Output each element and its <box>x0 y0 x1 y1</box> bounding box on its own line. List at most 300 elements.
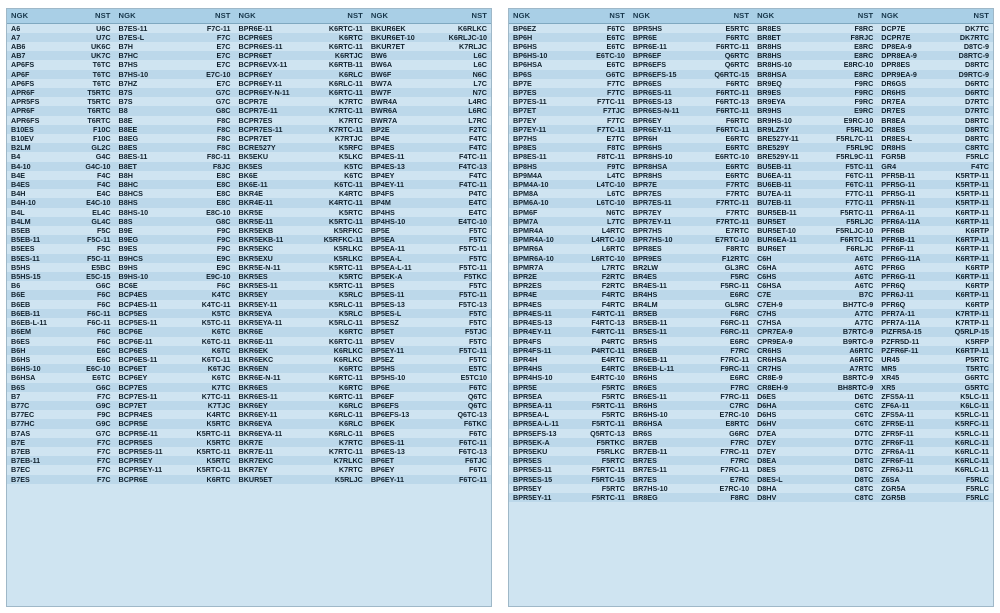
ngk-part-cell: B9HS <box>115 263 185 272</box>
ngk-part-cell: BU6EA-11 <box>753 171 822 180</box>
ngk-part-cell: BCP6ES <box>115 346 185 355</box>
ngk-part-cell: BPR5ES <box>509 456 578 465</box>
nst-part-cell: E9RC-10 <box>822 116 878 125</box>
ngk-part-cell: BCPR5ES <box>115 438 185 447</box>
ngk-part-cell: DCPR7E <box>877 33 941 42</box>
nst-part-cell: F7C <box>69 447 115 456</box>
nst-part-cell: K7RTC <box>313 97 367 106</box>
nst-part-cell: F5C <box>69 226 115 235</box>
ngk-part-cell: BP5ES-11 <box>367 290 437 299</box>
ngk-part-cell: PFR6A-11A <box>877 217 941 226</box>
table-row <box>509 60 993 69</box>
ngk-part-cell: BKR5EXU <box>235 254 314 263</box>
ngk-part-cell: ZFS5A-11 <box>877 392 941 401</box>
nst-part-cell: F8RJC <box>822 33 878 42</box>
ngk-part-cell: BPR4ES-13 <box>509 318 578 327</box>
ngk-part-cell: BR7EB-11 <box>629 447 698 456</box>
ngk-part-cell: BCP4ES <box>115 290 185 299</box>
nst-part-cell: F8RC <box>822 23 878 33</box>
ngk-part-cell: BR8HS <box>753 42 822 51</box>
nst-part-cell: F6RTC <box>697 79 753 88</box>
ngk-part-cell: BP8HS <box>509 162 578 171</box>
nst-part-cell: E8RC <box>822 70 878 79</box>
table-row <box>7 447 491 456</box>
nst-part-cell: E7C <box>185 42 235 51</box>
table-row <box>509 410 993 419</box>
nst-part-cell: F5C <box>69 244 115 253</box>
ngk-part-cell: ZGR5A <box>877 484 941 493</box>
nst-part-cell: F7C <box>69 392 115 401</box>
nst-part-cell: F6C-11 <box>69 309 115 318</box>
header-ngk-3: NGK <box>235 9 314 23</box>
ngk-part-cell: BP5EA-11 <box>367 244 437 253</box>
ngk-part-cell: BR9ES <box>753 88 822 97</box>
right-table-panel <box>508 8 994 607</box>
nst-part-cell: K5RLC-11 <box>942 429 993 438</box>
ngk-part-cell: BKR5EY <box>235 290 314 299</box>
ngk-part-cell: BPR6ES-N-11 <box>629 106 698 115</box>
nst-part-cell: D6RTC <box>942 88 993 97</box>
nst-part-cell: K6RLC <box>313 419 367 428</box>
ngk-part-cell: D8HV <box>753 493 822 502</box>
nst-part-cell: F5TC <box>437 226 491 235</box>
ngk-part-cell: PFR6Q <box>877 281 941 290</box>
ngk-part-cell: DCP7E <box>877 23 941 33</box>
table-row <box>509 438 993 447</box>
ngk-part-cell: AB7 <box>7 51 69 60</box>
nst-part-cell: F5TC <box>437 235 491 244</box>
nst-part-cell: K5RLC-11 <box>942 410 993 419</box>
nst-part-cell: F6C <box>69 327 115 336</box>
ngk-part-cell: PFR6B <box>877 226 941 235</box>
nst-part-cell: F8C <box>185 143 235 152</box>
nst-part-cell: K5RTC-11 <box>185 447 235 456</box>
nst-part-cell: Q6RTC <box>697 60 753 69</box>
table-row <box>7 429 491 438</box>
table-row <box>509 162 993 171</box>
table-row <box>7 318 491 327</box>
nst-part-cell: K6RTP-11 <box>942 217 993 226</box>
nst-part-cell: F7RC-11 <box>697 392 753 401</box>
header-ngk-3: NGK <box>753 9 822 23</box>
ngk-part-cell: B7 <box>7 392 69 401</box>
ngk-part-cell: BPR6H <box>629 134 698 143</box>
ngk-part-cell: APR5FS <box>7 97 69 106</box>
table-row <box>7 33 491 42</box>
ngk-part-cell: BR4ES-11 <box>629 281 698 290</box>
nst-part-cell: F5RLJC <box>822 125 878 134</box>
left-panel-filler <box>7 484 491 606</box>
nst-part-cell: F4TC-13 <box>437 162 491 171</box>
ngk-part-cell: BPMR4A <box>509 226 578 235</box>
nst-part-cell: F6RTC-11 <box>697 106 753 115</box>
ngk-part-cell: BCP6ET <box>115 364 185 373</box>
nst-part-cell: F9C <box>185 244 235 253</box>
ngk-part-cell: BPR5EA-L-11 <box>509 419 578 428</box>
ngk-part-cell: BR8EA <box>877 116 941 125</box>
ngk-part-cell: BCPR6EY-N-11 <box>235 88 314 97</box>
nst-part-cell: L6C <box>437 60 491 69</box>
nst-part-cell: E7C <box>185 51 235 60</box>
ngk-part-cell: BCPR5EY-11 <box>115 465 185 474</box>
nst-part-cell: K5RTC-11 <box>313 263 367 272</box>
ngk-part-cell: DR6HS <box>877 88 941 97</box>
ngk-part-cell: BPR5ES-11 <box>509 465 578 474</box>
nst-part-cell: Q6TC <box>437 401 491 410</box>
ngk-part-cell: B8ES <box>115 143 185 152</box>
table-row <box>7 125 491 134</box>
table-row <box>7 42 491 51</box>
nst-part-cell: D7TC <box>822 429 878 438</box>
ngk-part-cell: BKR5E-11 <box>235 217 314 226</box>
ngk-part-cell: B9EG <box>115 235 185 244</box>
ngk-part-cell: BCP6EY <box>115 373 185 382</box>
nst-part-cell: DK7RTC <box>942 33 993 42</box>
ngk-part-cell: BPR5HS <box>629 23 698 33</box>
ngk-part-cell: XR5 <box>877 383 941 392</box>
nst-part-cell: F4TC <box>942 162 993 171</box>
ngk-part-cell: BPMR7A <box>509 263 578 272</box>
ngk-part-cell: BCP7ES <box>115 383 185 392</box>
nst-part-cell: K6RTP-11 <box>942 346 993 355</box>
ngk-part-cell: BP7EY <box>509 116 578 125</box>
ngk-part-cell: BR5EB <box>629 309 698 318</box>
nst-part-cell: F5TKC <box>437 272 491 281</box>
nst-part-cell: L4RC <box>437 97 491 106</box>
ngk-part-cell: B8EG <box>115 134 185 143</box>
table-row <box>509 106 993 115</box>
nst-part-cell: F5RLC <box>942 475 993 484</box>
nst-part-cell: D8TC <box>822 456 878 465</box>
table-row <box>7 290 491 299</box>
ngk-part-cell: B5EES <box>7 244 69 253</box>
ngk-part-cell: B77HC <box>7 419 69 428</box>
nst-part-cell: D8RTC <box>942 134 993 143</box>
ngk-part-cell: BPR2ES <box>509 281 578 290</box>
table-row <box>509 290 993 299</box>
nst-part-cell: BH8RTC-9 <box>822 383 878 392</box>
nst-part-cell: F5TC-11 <box>437 244 491 253</box>
ngk-part-cell: BCPR5EY <box>115 456 185 465</box>
nst-part-cell: F4C <box>69 171 115 180</box>
nst-part-cell: D8RTC <box>942 125 993 134</box>
table-row <box>7 60 491 69</box>
nst-part-cell: F6TC-11 <box>437 475 491 484</box>
nst-part-cell: K5RTP-11 <box>942 189 993 198</box>
ngk-part-cell: BP4HS-10 <box>367 217 437 226</box>
ngk-part-cell: BPR4ES-11 <box>509 309 578 318</box>
table-row <box>7 346 491 355</box>
ngk-part-cell: B9E <box>115 226 185 235</box>
nst-part-cell: G7C <box>69 429 115 438</box>
ngk-part-cell: BP6EFS-13 <box>367 410 437 419</box>
nst-part-cell: F4TC <box>437 171 491 180</box>
nst-part-cell: F8RTC <box>697 244 753 253</box>
ngk-part-cell: BCP5ES-11 <box>115 318 185 327</box>
table-row <box>7 134 491 143</box>
table-header-row <box>509 9 993 23</box>
ngk-part-cell: DR8ES-L <box>877 134 941 143</box>
nst-part-cell: K7RTC-11 <box>313 125 367 134</box>
ngk-part-cell: B7HS-10 <box>115 70 185 79</box>
nst-part-cell: F8JC <box>185 162 235 171</box>
nst-part-cell: GL2C <box>69 143 115 152</box>
ngk-part-cell: BP6HS-10 <box>509 51 578 60</box>
nst-part-cell: L7TC <box>578 217 629 226</box>
ngk-part-cell: BP4EY-11 <box>367 180 437 189</box>
nst-part-cell: K5RTC-11 <box>185 465 235 474</box>
ngk-part-cell: BCP6E-11 <box>115 337 185 346</box>
header-nst-3: NST <box>822 9 878 23</box>
nst-part-cell: F2RTC <box>578 272 629 281</box>
nst-part-cell: A7RTC <box>822 364 878 373</box>
ngk-part-cell: BR4HS <box>629 290 698 299</box>
ngk-part-cell: BP5EY-11 <box>367 346 437 355</box>
ngk-part-cell: BP4M <box>367 198 437 207</box>
ngk-part-cell: ZFR5E-11 <box>877 419 941 428</box>
ngk-part-cell: APR6F <box>7 88 69 97</box>
nst-part-cell: F7C <box>69 475 115 484</box>
table-row <box>509 23 993 33</box>
table-row <box>509 272 993 281</box>
nst-part-cell: E6C <box>69 346 115 355</box>
nst-part-cell: K6RTP <box>942 300 993 309</box>
nst-part-cell: B7RTC-9 <box>822 327 878 336</box>
nst-part-cell: F8C <box>185 116 235 125</box>
ngk-part-cell: BR6EB <box>629 346 698 355</box>
nst-part-cell: D8TC <box>822 465 878 474</box>
ngk-part-cell: BP4EY <box>367 171 437 180</box>
nst-part-cell: K4RTC <box>185 410 235 419</box>
table-row <box>7 281 491 290</box>
ngk-part-cell: ZFR6A-11 <box>877 447 941 456</box>
nst-part-cell: F7TC-11 <box>578 125 629 134</box>
ngk-part-cell: B7E <box>7 438 69 447</box>
nst-part-cell: F7C <box>69 465 115 474</box>
nst-part-cell: F6RC-11 <box>697 318 753 327</box>
nst-part-cell: K6RLC-11 <box>942 438 993 447</box>
ngk-part-cell: BKR5EKB <box>235 226 314 235</box>
nst-part-cell: L6TC-10 <box>578 198 629 207</box>
ngk-part-cell: B77EC <box>7 410 69 419</box>
nst-part-cell: T6TC <box>69 60 115 69</box>
nst-part-cell: E5BC <box>69 263 115 272</box>
ngk-part-cell: BP5EA-L <box>367 254 437 263</box>
nst-part-cell: K5RTP-11 <box>942 171 993 180</box>
nst-part-cell: K7RTP-11 <box>942 318 993 327</box>
ngk-part-cell: BW6F <box>367 70 437 79</box>
nst-part-cell: F6C <box>69 300 115 309</box>
ngk-part-cell: BCPR6EVX-11 <box>235 60 314 69</box>
nst-part-cell: K5RFC-11 <box>942 419 993 428</box>
ngk-part-cell: BCPR5E-11 <box>115 429 185 438</box>
table-row <box>509 447 993 456</box>
ngk-part-cell: BKR6E <box>235 327 314 336</box>
ngk-part-cell: BP5HS <box>367 364 437 373</box>
ngk-part-cell: BP6EK <box>367 419 437 428</box>
nst-part-cell: G8C <box>185 217 235 226</box>
nst-part-cell: E5C-15 <box>69 272 115 281</box>
ngk-part-cell: B7H <box>115 42 185 51</box>
ngk-part-cell: B6HS <box>7 355 69 364</box>
nst-part-cell: E6RTC <box>697 162 753 171</box>
ngk-part-cell: BPR6EY <box>629 116 698 125</box>
table-row <box>509 42 993 51</box>
ngk-part-cell: BR4ES <box>629 272 698 281</box>
table-row <box>7 438 491 447</box>
nst-part-cell: K4RTC <box>313 189 367 198</box>
ngk-part-cell: BCRE527Y <box>235 143 314 152</box>
header-ngk-2: NGK <box>629 9 698 23</box>
nst-part-cell: D6RTC <box>942 79 993 88</box>
nst-part-cell: F2TC <box>437 125 491 134</box>
ngk-part-cell: BP5E <box>367 226 437 235</box>
nst-part-cell: K6TC <box>313 171 367 180</box>
nst-part-cell: K7RLJC <box>437 42 491 51</box>
ngk-part-cell: B4-10 <box>7 162 69 171</box>
table-row <box>509 79 993 88</box>
ngk-part-cell: CR6HSA <box>753 355 822 364</box>
nst-part-cell: K6RTJC <box>313 51 367 60</box>
ngk-part-cell: ZFR6J-11 <box>877 465 941 474</box>
table-row <box>509 51 993 60</box>
nst-part-cell: K4TC <box>185 290 235 299</box>
nst-part-cell: A7TC <box>822 318 878 327</box>
nst-part-cell: F5TC <box>437 309 491 318</box>
nst-part-cell: DK7TC <box>942 23 993 33</box>
nst-part-cell: E5TC <box>437 364 491 373</box>
nst-part-cell: K6RTC <box>313 33 367 42</box>
nst-part-cell: K6LC-11 <box>942 401 993 410</box>
nst-part-cell: K6RLKC <box>437 23 491 33</box>
nst-part-cell: G6RC <box>697 429 753 438</box>
ngk-part-cell: BR5ES-11 <box>629 327 698 336</box>
ngk-part-cell: PFR7A-11 <box>877 309 941 318</box>
ngk-part-cell: BR6HS <box>629 373 698 382</box>
nst-part-cell: L4TC-10 <box>578 180 629 189</box>
ngk-part-cell: D7EA <box>753 429 822 438</box>
ngk-part-cell: BPR4FS-11 <box>509 346 578 355</box>
ngk-part-cell: BKR6EN <box>235 364 314 373</box>
ngk-part-cell: DR8ES <box>877 125 941 134</box>
nst-part-cell: G5RTC <box>942 383 993 392</box>
nst-part-cell: D8RTC-9 <box>942 51 993 60</box>
ngk-part-cell: CR6HS <box>753 346 822 355</box>
nst-part-cell: F5TC <box>437 254 491 263</box>
ngk-part-cell: BCPR6ES <box>235 33 314 42</box>
nst-part-cell: E6RTC <box>697 143 753 152</box>
nst-part-cell: G6C <box>69 281 115 290</box>
table-row <box>509 465 993 474</box>
nst-part-cell: K6TC <box>185 346 235 355</box>
ngk-part-cell: GR4 <box>877 162 941 171</box>
nst-part-cell: F5TC-11 <box>437 346 491 355</box>
ngk-part-cell: BPR7E <box>629 180 698 189</box>
nst-part-cell: K5RLC <box>313 290 367 299</box>
ngk-part-cell: B5EB <box>7 226 69 235</box>
ngk-part-cell: BP6ET <box>367 456 437 465</box>
nst-part-cell: G8C <box>185 106 235 115</box>
ngk-part-cell: BCPR7ET <box>235 134 314 143</box>
ngk-part-cell: ZFR6F-11 <box>877 456 941 465</box>
nst-part-cell: F5RL9C <box>822 143 878 152</box>
nst-part-cell: K6RTP-11 <box>942 272 993 281</box>
nst-part-cell: E7C <box>185 79 235 88</box>
nst-part-cell: K6TJC <box>185 364 235 373</box>
ngk-part-cell: B6HS-10 <box>7 364 69 373</box>
ngk-part-cell: B8ES-11 <box>115 152 185 161</box>
nst-part-cell: Q6TC-13 <box>437 410 491 419</box>
ngk-part-cell: PFR6G-11A <box>877 254 941 263</box>
ngk-part-cell: BP5ES-13 <box>367 300 437 309</box>
ngk-part-cell: BP5EV <box>367 337 437 346</box>
ngk-part-cell: BR6EB-L-11 <box>629 364 698 373</box>
table-row <box>509 281 993 290</box>
ngk-part-cell: BR8HS <box>753 51 822 60</box>
nst-part-cell: F5RLC <box>942 493 993 502</box>
nst-part-cell: F7RC <box>697 456 753 465</box>
nst-part-cell: K7TC <box>185 383 235 392</box>
nst-part-cell: K5TC <box>313 162 367 171</box>
nst-part-cell: F7C <box>69 456 115 465</box>
ngk-part-cell: PFR5N-11 <box>877 198 941 207</box>
ngk-part-cell: BC6E <box>115 281 185 290</box>
ngk-part-cell: BPR6E <box>629 33 698 42</box>
ngk-part-cell: BP6H <box>509 33 578 42</box>
ngk-part-cell: MR5 <box>877 364 941 373</box>
ngk-part-cell: BPR6ES <box>629 79 698 88</box>
header-nst-2: NST <box>185 9 235 23</box>
table-row <box>509 217 993 226</box>
table-row <box>509 383 993 392</box>
nst-part-cell: T5RTC <box>942 364 993 373</box>
ngk-part-cell: BPM8A <box>509 189 578 198</box>
ngk-part-cell: BP6EF <box>367 392 437 401</box>
nst-part-cell: K6RTC-11 <box>313 392 367 401</box>
nst-part-cell: F7TJC <box>578 106 629 115</box>
ngk-part-cell: BPR4FS <box>509 337 578 346</box>
nst-part-cell: K6RLKC <box>313 355 367 364</box>
nst-part-cell: T5RTC <box>69 97 115 106</box>
nst-part-cell: F6C <box>185 281 235 290</box>
ngk-part-cell: D8ES <box>753 465 822 474</box>
nst-part-cell: L6RC <box>437 106 491 115</box>
ngk-part-cell: BR7ES <box>629 456 698 465</box>
nst-part-cell: K6RTB-11 <box>313 60 367 69</box>
ngk-part-cell: BKR5EKC <box>235 244 314 253</box>
ngk-part-cell: BP5ES-L <box>367 309 437 318</box>
ngk-part-cell: B7ES <box>7 475 69 484</box>
ngk-part-cell: B8HCS <box>115 189 185 198</box>
nst-part-cell: K5RTP-11 <box>942 198 993 207</box>
ngk-part-cell: BRE529Y-11 <box>753 152 822 161</box>
nst-part-cell: K6TC-11 <box>313 180 367 189</box>
nst-part-cell: K7RTC <box>313 465 367 474</box>
ngk-part-cell: PFR6Q <box>877 300 941 309</box>
nst-part-cell: K6RLC-11 <box>313 410 367 419</box>
ngk-part-cell: BK6E <box>235 171 314 180</box>
table-row <box>509 254 993 263</box>
nst-part-cell: A6TC <box>822 254 878 263</box>
nst-part-cell: K5RTC-11 <box>313 217 367 226</box>
nst-part-cell: Q5RTC-13 <box>578 429 629 438</box>
ngk-part-cell: BR6EB-11 <box>629 355 698 364</box>
nst-part-cell: D7RTC <box>942 106 993 115</box>
nst-part-cell: UK7C <box>69 51 115 60</box>
ngk-part-cell: BKR4E <box>235 189 314 198</box>
ngk-part-cell: PFR6G-11 <box>877 272 941 281</box>
ngk-part-cell: BCPR6ES-11 <box>235 42 314 51</box>
